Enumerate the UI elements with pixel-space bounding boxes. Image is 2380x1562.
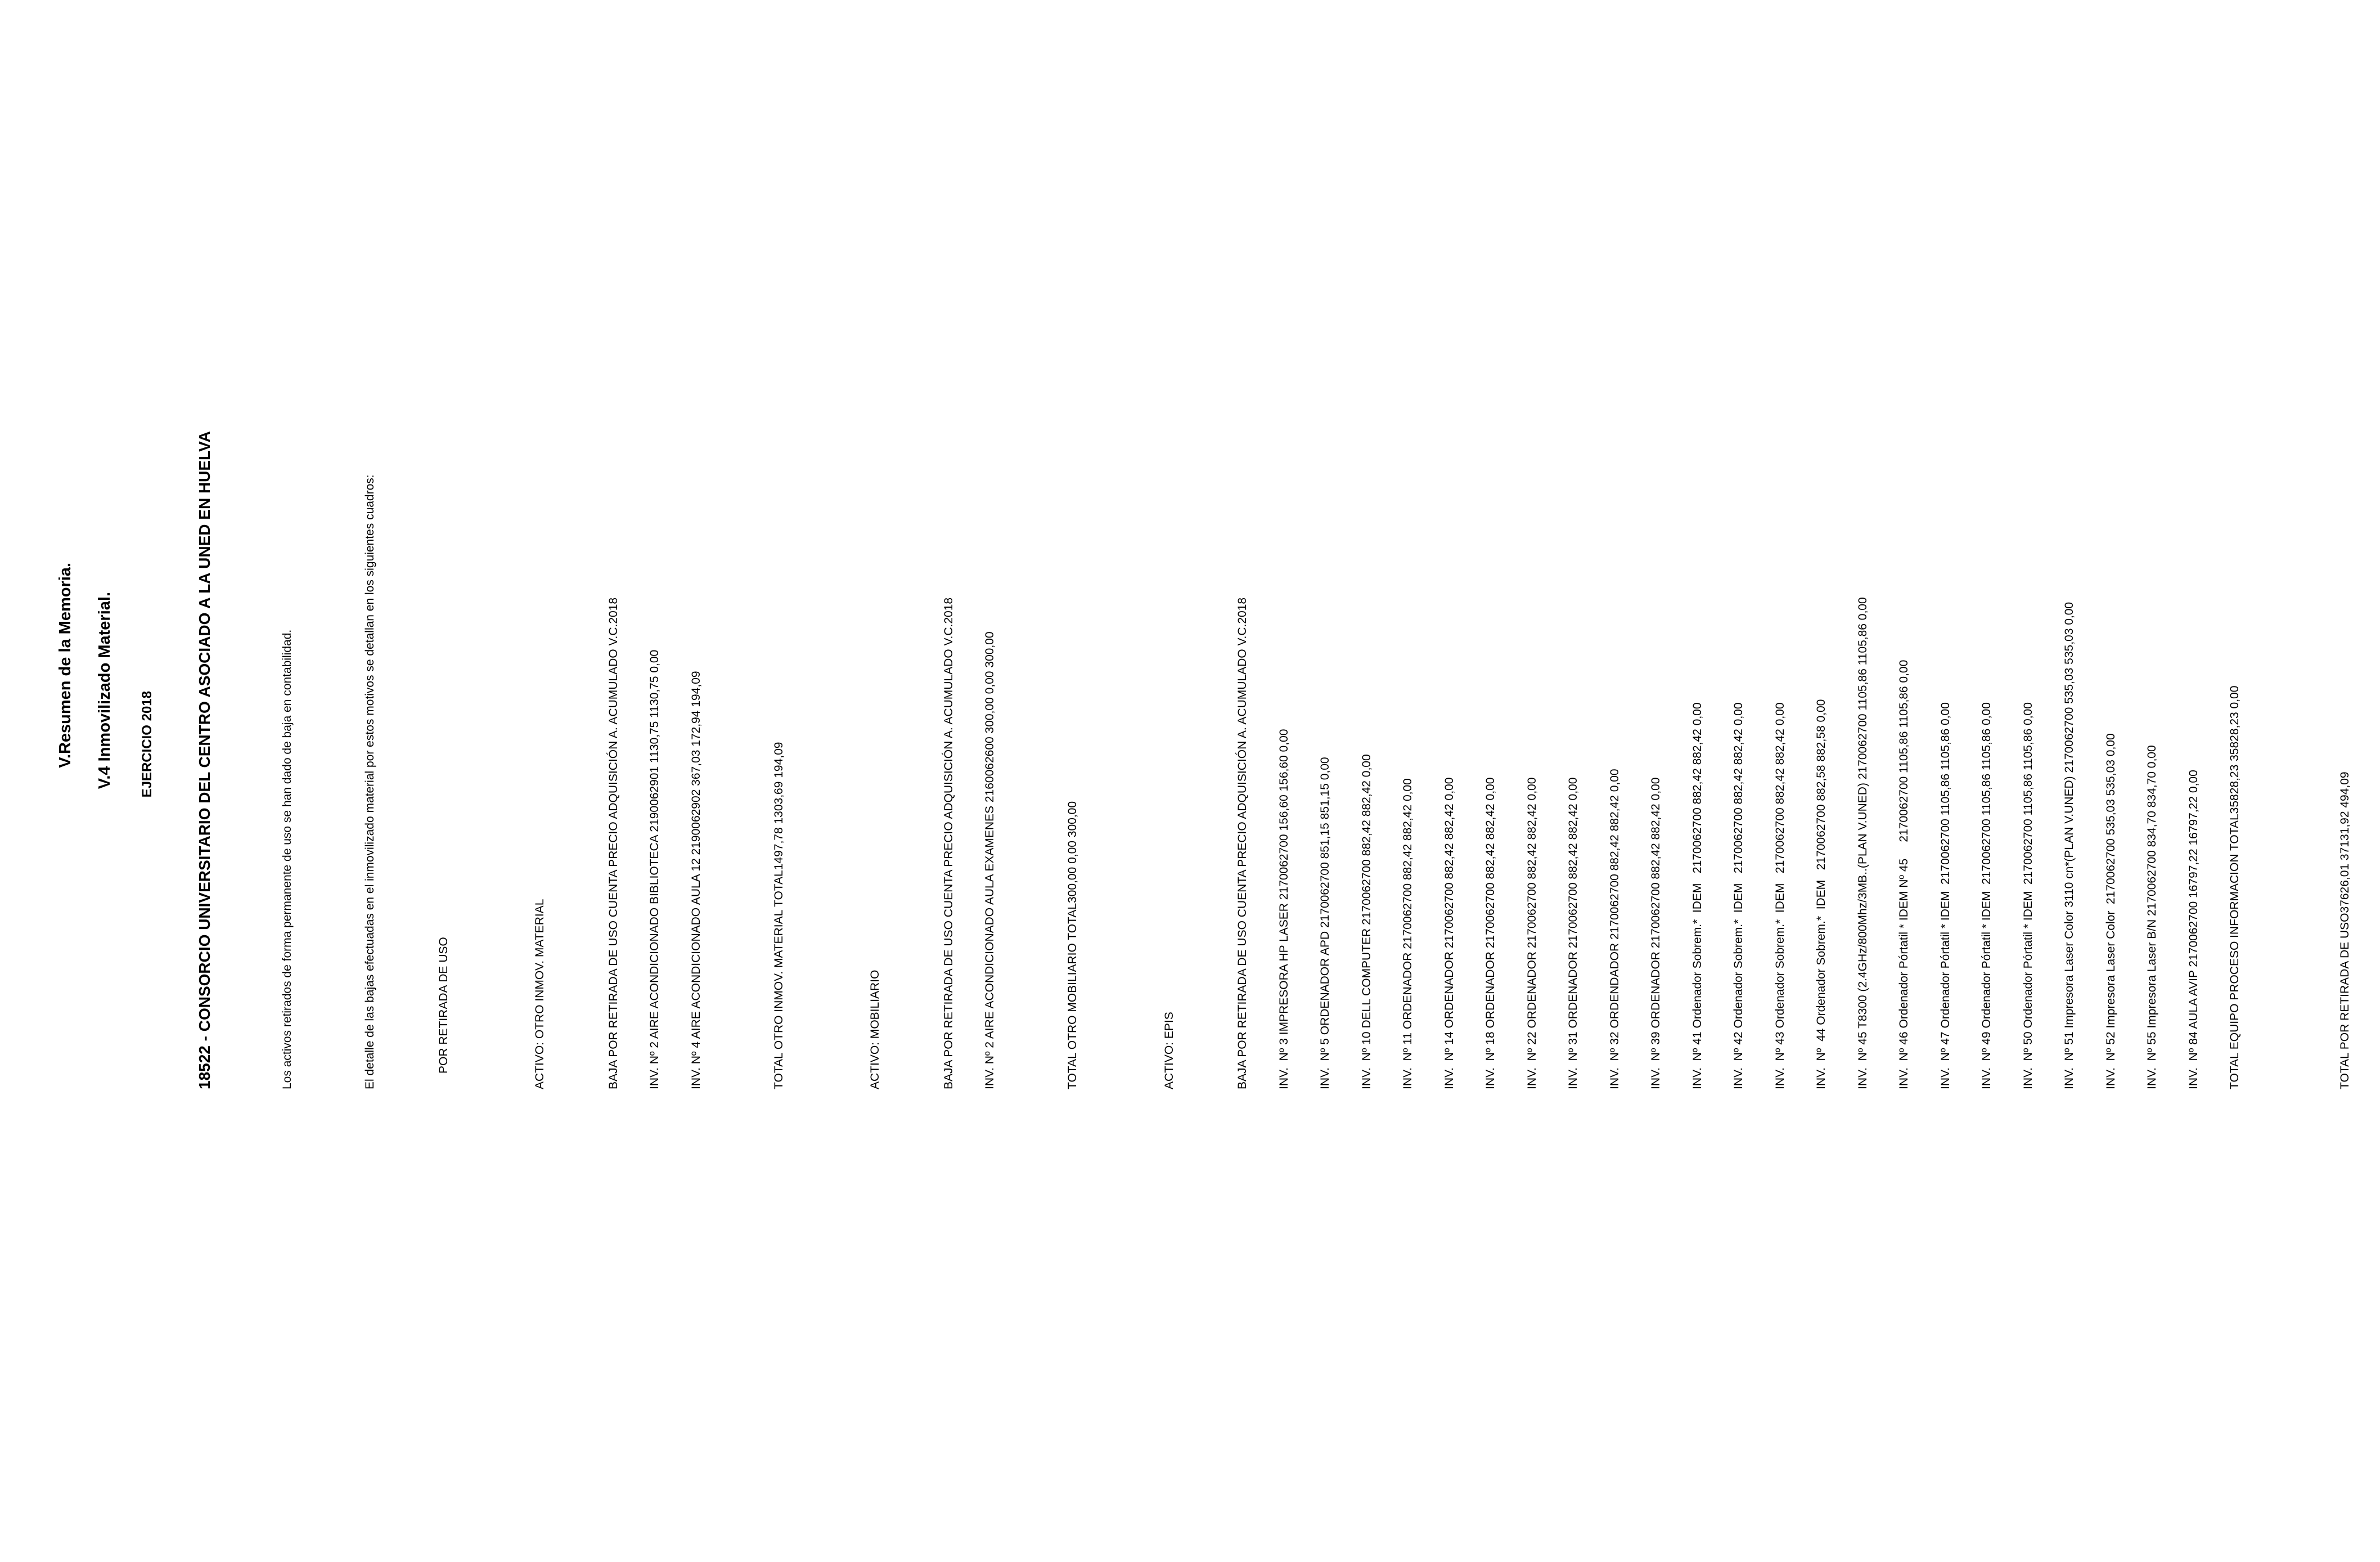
detail-paragraph: El detalle de las bajas efectuadas en el inmovilizado material por estos motivos se detallan en los siguientes cuadros:	[363, 474, 376, 1089]
table-row: INV. Nº 14 ORDENADOR 2170062700 882,42 882,42 0,00	[1442, 777, 1456, 1089]
table-row: INV. Nº 10 DELL COMPUTER 2170062700 882,42 882,42 0,00	[1360, 754, 1373, 1089]
table-row: INV. Nº 47 Ordenador Pórtatil * IDEM 2170062700 1105,86 1105,86 0,00	[1938, 702, 1952, 1089]
table-row: INV. Nº 31 ORDENADOR 2170062700 882,42 882,42 0,00	[1567, 777, 1580, 1089]
table-row: INV. Nº 51 Impresora Laser Color 3110 cn*(PLAN V.UNED) 2170062700 535,03 535,03 0,00	[2063, 602, 2076, 1089]
table-row: INV. Nº 22 ORDENADOR 2170062700 882,42 882,42 0,00	[1525, 777, 1538, 1089]
table-row: INV. Nº 3 IMPRESORA HP LASER 2170062700 156,60 156,60 0,00	[1277, 729, 1290, 1089]
table-row: INV. Nº 18 ORDENADOR 2170062700 882,42 882,42 0,00	[1484, 777, 1497, 1089]
material-header: BAJA POR RETIRADA DE USO CUENTA PRECIO ADQUISICIÓN A. ACUMULADO V.C.2018	[606, 597, 620, 1089]
table-row: INV. Nº 2 AIRE ACONDICIONADO AULA EXAMENES 2160062600 300,00 0,00 300,00	[983, 631, 996, 1089]
table-row: INV. Nº 84 AULA AVIP 2170062700 16797,22 16797,22 0,00	[2186, 770, 2200, 1089]
table-row: INV. Nº 11 ORDENADOR 2170062700 882,42 882,42 0,00	[1401, 778, 1414, 1089]
intro-paragraph: Los activos retirados de forma permanente de uso se han dado de baja en contabilidad.	[281, 629, 294, 1089]
epis-total: TOTAL EQUIPO PROCESO INFORMACION TOTAL35828,23 35828,23 0,00	[2228, 685, 2241, 1089]
material-activo: ACTIVO: OTRO INMOV. MATERIAL	[533, 899, 546, 1089]
table-row: INV. Nº 45 T8300 (2.4GHz/800Mhz/3MB..(PLAN V.UNED) 2170062700 1105,86 1105,86 0,00	[1856, 597, 1869, 1089]
grand-total: TOTAL POR RETIRADA DE USO37626,01 37131,92 494,09	[2338, 771, 2351, 1089]
document-body	[253, 474, 2380, 1089]
table-row: INV. Nº 44 Ordenador Sobrem.* IDEM 2170062700 882,58 882,58 0,00	[1815, 699, 1828, 1089]
material-total: TOTAL OTRO INMOV. MATERIAL TOTAL1497,78 1303,69 194,09	[772, 742, 785, 1089]
table-row: INV. Nº 5 ORDENADOR APD 2170062700 851,15 851,15 0,00	[1319, 757, 1331, 1089]
table-row: INV. Nº 4 AIRE ACONDICIONADO AULA 12 2190062902 367,03 172,94 194,09	[689, 671, 703, 1089]
table-row: INV. Nº 42 Ordenador Sobrem.* IDEM 2170062700 882,42 882,42 0,00	[1732, 702, 1745, 1089]
fiscal-year: EJERCICIO 2018	[140, 691, 155, 798]
epis-activo: ACTIVO: EPIS	[1162, 1012, 1176, 1089]
table-row: INV. Nº 49 Ordenador Pórtatil * IDEM 2170062700 1105,86 1105,86 0,00	[1980, 702, 1993, 1089]
table-row: INV. Nº 55 Impresora Laser B/N 2170062700 834,70 834,70 0,00	[2145, 745, 2158, 1089]
table-row: INV. Nº 32 ORDENDADOR 2170062700 882,42 882,42 0,00	[1608, 769, 1621, 1089]
mobiliario-total: TOTAL OTRO MOBILIARIO TOTAL300,00 0,00 300,00	[1066, 801, 1079, 1089]
retirement-heading: POR RETIRADA DE USO	[437, 937, 450, 1074]
table-row: INV. Nº 50 Ordenador Pórtatil * IDEM 2170062700 1105,86 1105,86 0,00	[2021, 702, 2035, 1089]
table-row: INV. Nº 2 AIRE ACONDICIONADO BIBLIOTECA 2190062901 1130,75 1130,75 0,00	[648, 649, 661, 1089]
table-row: INV. Nº 39 ORDENADOR 2170062700 882,42 882,42 0,00	[1649, 777, 1662, 1089]
mobiliario-activo: ACTIVO: MOBILIARIO	[869, 969, 881, 1089]
table-row: INV. Nº 41 Ordenador Sobrem.* IDEM 2170062700 882,42 882,42 0,00	[1690, 702, 1704, 1089]
section-title: V.4 Inmovilizado Material.	[96, 592, 114, 789]
table-row: INV. Nº 43 Ordenador Sobrem.* IDEM 2170062700 882,42 882,42 0,00	[1773, 702, 1787, 1089]
epis-header: BAJA POR RETIRADA DE USO CUENTA PRECIO ADQUISICIÓN A. ACUMULADO V.C.2018	[1236, 597, 1249, 1089]
mobiliario-header: BAJA POR RETIRADA DE USO CUENTA PRECIO ADQUISICIÓN A. ACUMULADO V.C.2018	[942, 597, 955, 1089]
table-row: INV. Nº 52 Impresora Laser Color 2170062700 535,03 535,03 0,00	[2104, 733, 2117, 1089]
table-row: INV. Nº 46 Ordenador Pórtatil * IDEM Nº 45 2170062700 1105,86 1105,86 0,00	[1897, 659, 1910, 1089]
organization-title: 18522 - CONSORCIO UNIVERSITARIO DEL CENTRO ASOCIADO A LA UNED EN HUELVA	[196, 431, 213, 1089]
report-title: V.Resumen de la Memoria.	[56, 563, 74, 768]
